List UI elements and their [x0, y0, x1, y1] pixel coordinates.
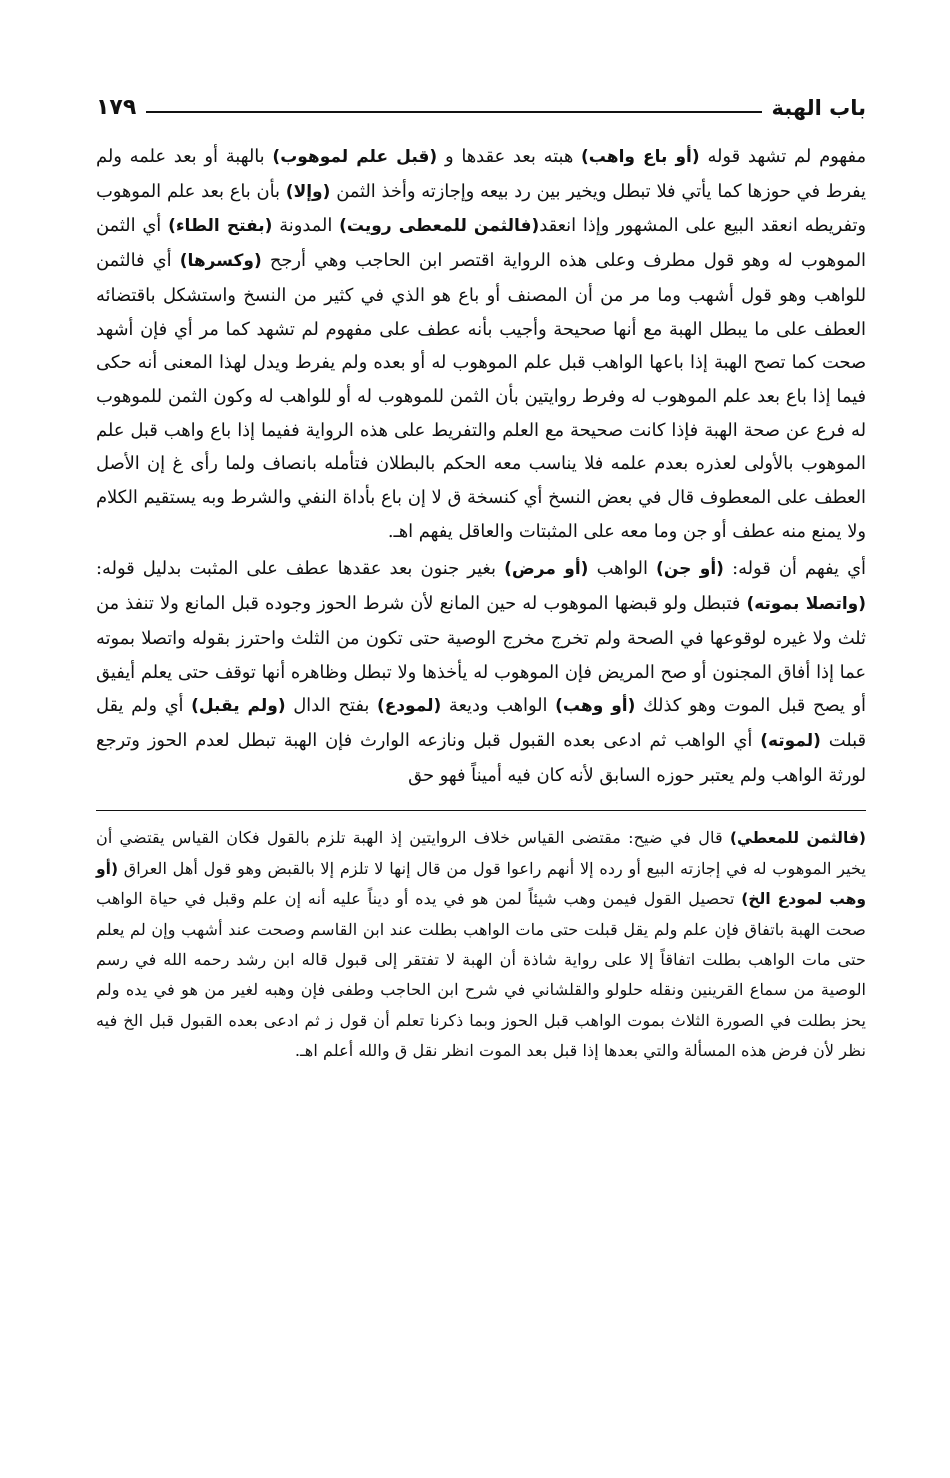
text-run: الواهب [588, 558, 657, 580]
text-run: أي فالثمن للواهب وهو قول أشهب وما مر من أن المصنف أو باع هو الذي في كثير من النسخ واستشكل باقتضائه العطف على ما يبطل الهبة مع أنها صحيحة وأجيب بأنه عطف على مفهوم لم تشهد كما مر أي فإن أشهد صحت كما تصح الهبة إذا باعها الواهب قبل علم الموهوب له أو بعده ولم يفرط ويدل لهذا المعنى أنه حكى فيما إذا باع بعد علم الموهوب له وفرط روايتين بأن الثمن للموهوب له أو للواهب له وكون الثمن للموهوب له فرع عن صحة الهبة فإذا كانت صحيحة مع العلم والتفريط على هذه الرواية ففيما إذا باع واهب قبل علم الموهوب بالأولى لعذره بعدم علمه فلا يناسب معه الحكم بالبطلان فتأمله بانصاف ولما رأى غ إن الأصل العطف على المعطوف قال في بعض النسخ أي كنسخة ق لا إن باع بأداة النفي والشرط وبه يستقيم الكلام ولا يمنع منه عطف أو جن وما معه على المثبتات والعاقل يفهم اهـ. [96, 250, 866, 542]
text-run: قال في ضيح: مقتضى القياس خلاف الروايتين إذ الهبة تلزم بالقول فكان القياس يقتضي أن يخير الموهوب له في إجازته البيع أو رده إلا أنهم راعوا قول من قال إنها لا تلزم إلا بالقبض وهو قول أهل العراق [96, 828, 866, 878]
text-run: المدونة [272, 215, 340, 237]
text-run: بغير جنون بعد عقدها عطف على المثبت بدليل قوله: [96, 558, 505, 580]
bold-phrase: (وكسرها) [179, 251, 262, 272]
bold-phrase: (أو مرض) [504, 559, 589, 580]
bold-phrase: (قبل علم لموهوب) [272, 147, 438, 167]
paragraph-1 [96, 140, 866, 548]
bold-phrase: (أو جن) [656, 559, 724, 580]
bold-phrase: (فالثمن للمعطى رويت) [339, 216, 540, 237]
book-page [96, 80, 866, 1067]
text-run: أي الثمن الموهوب له وهو قول مطرف وعلى هذه الرواية اقتصر ابن الحاجب وهي أرجح [96, 215, 866, 272]
page-number: ١٧٩ [96, 95, 137, 120]
paragraph-2 [96, 552, 866, 792]
footnote-divider [96, 810, 866, 811]
text-run: أي الواهب ثم ادعى بعده القبول قبل ونازعه الوارث فإن الهبة تبطل لعدم الحوز وترجع لورثة الواهب ولم يعتبر حوزه السابق لأنه كان فيه أميناً فهو حق [96, 729, 866, 786]
page-header [96, 80, 866, 120]
bold-phrase: (لموته) [760, 730, 821, 751]
bold-phrase: (واتصلا بموته) [746, 594, 866, 615]
bold-phrase: (أو وهب) [555, 696, 636, 717]
text-run: بالهبة أو بعد علمه ولم يفرط في حوزها كما يأتي فلا تبطل ويخير بين رد بيعه وإجازته وأخذ الثمن [96, 146, 866, 202]
bold-phrase: (لمودع) [376, 696, 442, 717]
text-run: بفتح الدال [285, 695, 377, 717]
bold-phrase: (فالثمن للمعطي) [729, 829, 866, 848]
text-run: تحصيل القول فيمن وهب شيئاً لمن هو في يده أو ديناً عليه أنه إن علم وقبل في حياة الواهب صحت الهبة باتفاق فإن علم ولم يقل قبلت حتى مات الواهب بطلت عند ابن القاسم وصحت عند أشهب وإن لم يعلم حتى مات الواهب بطلت اتفاقاً إلا على رواية شاذة أن الهبة لا تفتقر إلى قبول قاله ابن رشد رحمه الله في رسم الوصية من سماع القرينين ونقله حلولو والقلشاني في شرح ابن الحاجب وطفى فإن وهبه لغير من هو في يده ولم يحز بطلت في الصورة الثلاث بموت الواهب قبل الحوز وبما ذكرنا تعلم أن قول ز ثم ادعى بعده القبول قبل الخ فيه نظر لأن فرض هذه المسألة والتي بعدها إذا قبل بعد الموت انظر نقل ق والله أعلم اهـ. [96, 889, 866, 1061]
text-run: الواهب وديعة [441, 695, 556, 717]
text-run: مفهوم لم تشهد قوله [699, 146, 866, 167]
text-run: أي يفهم أن قوله: [723, 558, 866, 580]
footnote [96, 823, 866, 1066]
bold-phrase: (أو وهب لمودع الخ) [96, 859, 866, 909]
chapter-title: باب الهبة [771, 96, 866, 120]
footnote-paragraph [96, 823, 866, 1066]
text-run: بأن باع بعد علم الموهوب وتفريطه انعقد البيع على المشهور وإذا انعقد [96, 180, 867, 237]
header-rule [146, 111, 761, 113]
main-text [96, 140, 866, 792]
text-run: فتبطل ولو قبضها الموهوب له حين المانع لأن شرط الحوز وجوده قبل المانع ولا تنفذ من ثلث ولا غيره لوقوعها في الصحة ولم تخرج مخرج الوصية حتى تكون من الثلث واحترز بقوله واتصلا بموته عما إذا أفاق المجنون أو صح المريض فإن الموهوب له يأخذها ولا تبطل وظاهره أنها توقف حتى يعلم أيفيق أو يصح قبل الموت وهو كذلك [96, 593, 866, 717]
bold-phrase: (أو باع واهب) [581, 147, 700, 167]
text-run: أي ولم يقل قبلت [96, 695, 866, 751]
text-run: هبته بعد عقدها و [437, 146, 582, 167]
bold-phrase: (وإلا) [285, 181, 331, 202]
bold-phrase: (ولم يقبل) [191, 696, 286, 717]
bold-phrase: (بفتح الطاء) [168, 216, 273, 237]
